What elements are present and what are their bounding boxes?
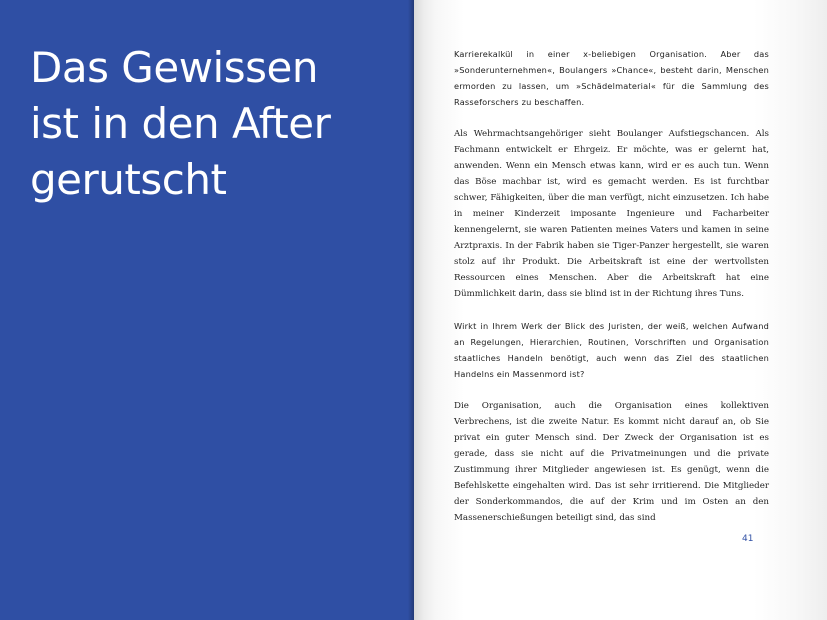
paragraph-answer-1: Als Wehrmachtsangehöriger sieht Boulanger Aufstiegschancen. Als Fachmann entwickelt er Ehrgeiz. Er möchte, was er gelernt hat, anwenden. Wenn ein Mensch etwas kann, wird er es auch tun. Wenn das Böse machbar ist, wird es gemacht werden. Es ist furchtbar schwer, Fähigkeiten, über die man verfügt, nicht einzusetzen. Ich habe in meiner Kinderzeit imposante Ingenieure und Facharbeiter kennengelernt, sie waren Patienten meines Vaters und kamen in seine Arztpraxis. In der Fabrik haben sie Tiger-Panzer hergestellt, sie waren stolz auf ihr Produkt. Die Arbeitskraft ist eine der wertvollsten Ressourcen eines Menschen. Aber die Arbeitskraft hat eine Dümmlichkeit darin, dass sie blind ist in der Richtung ihres Tuns. <box>454 129 769 299</box>
paragraph-question-intro: Karrierekalkül in einer x-beliebigen Organisation. Aber das »Sonderunternehmen«, Boulangers »Chance«, besteht darin, Menschen ermorden zu lassen, um »Schädelmaterial« für die Sammlung des Rasseforschers zu beschaffen. <box>454 49 769 107</box>
title-line-3: gerutscht <box>30 155 227 204</box>
chapter-title <box>30 40 400 208</box>
paragraph-question-2: Wirkt in Ihrem Werk der Blick des Juristen, der weiß, welchen Aufwand an Regelungen, Hierarchien, Routinen, Vorschriften und Organisation staatliches Handeln benötigt, auch wenn das Ziel des staatlichen Handelns ein Massenmord ist? <box>454 321 769 379</box>
right-page <box>414 0 827 620</box>
paragraph-answer-2: Die Organisation, auch die Organisation eines kollektiven Verbrechens, ist die zweite Natur. Es kommt nicht darauf an, ob Sie privat ein guter Mensch sind. Der Zweck der Organisation ist es gerade, dass sie nicht auf die Privatmeinungen und die private Zustimmung ihrer Mitglieder angewiesen ist. Es genügt, wenn die Befehlskette eingehalten wird. Das ist sehr irritierend. Die Mitglieder der Sonderkommandos, die auf der Krim und im Osten an den Massenerschießungen beteiligt sind, das sind <box>454 401 769 523</box>
title-line-1: Das Gewissen <box>30 43 318 92</box>
body-text <box>454 46 769 542</box>
title-line-2: ist in den After <box>30 99 331 148</box>
page-number: 41 <box>742 534 754 544</box>
